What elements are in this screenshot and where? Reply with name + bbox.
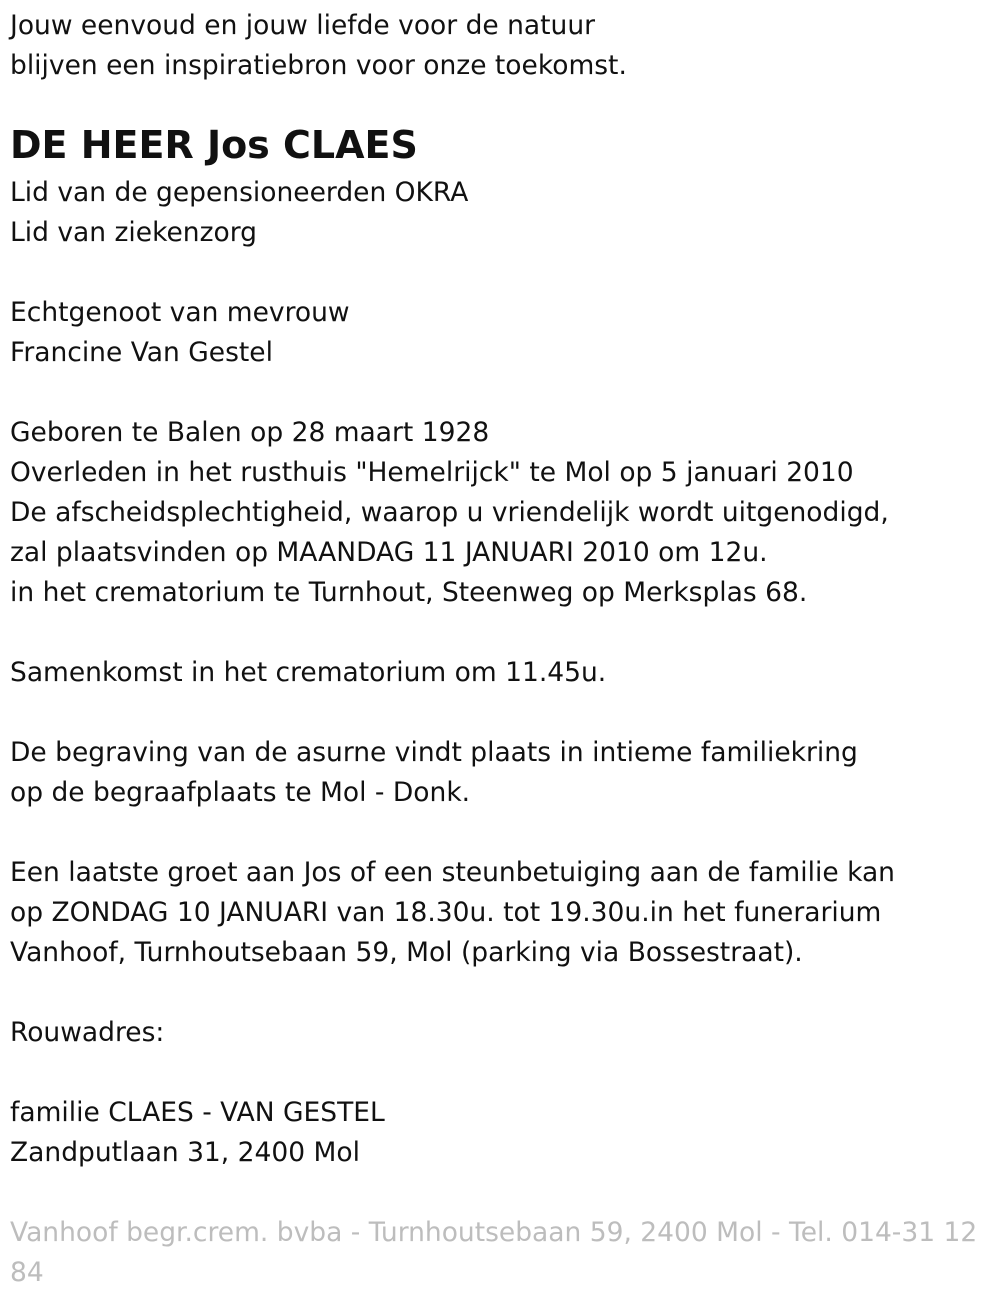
mourning-address xyxy=(10,1093,385,1173)
details-line: Geboren te Balen op 28 maart 1928 xyxy=(10,417,490,448)
burial-line: De begraving van de asurne vindt plaats in intieme familiekring xyxy=(10,737,858,768)
address-line: familie CLAES - VAN GESTEL xyxy=(10,1097,385,1128)
address-label: Rouwadres: xyxy=(10,1017,165,1048)
burial-line: op de begraafplaats te Mol - Donk. xyxy=(10,777,471,808)
membership-line: Lid van de gepensioneerden OKRA xyxy=(10,177,469,208)
address-line: Zandputlaan 31, 2400 Mol xyxy=(10,1137,360,1168)
details-line: in het crematorium te Turnhout, Steenweg op Merksplas 68. xyxy=(10,577,808,608)
membership-line: Lid van ziekenzorg xyxy=(10,217,257,248)
spouse-line: Echtgenoot van mevrouw xyxy=(10,297,350,328)
gathering-line: Samenkomst in het crematorium om 11.45u. xyxy=(10,657,607,688)
details-line: De afscheidsplechtigheid, waarop u vriendelijk wordt uitgenodigd, xyxy=(10,497,889,528)
spouse-line: Francine Van Gestel xyxy=(10,337,273,368)
intro-quote xyxy=(10,6,627,86)
visitation-info xyxy=(10,853,895,973)
funeral-home-footer: Vanhoof begr.crem. bvba - Turnhoutsebaan 59, 2400 Mol - Tel. 014-31 12 84 xyxy=(10,1217,978,1288)
visitation-line: op ZONDAG 10 JANUARI van 18.30u. tot 19.30u.in het funerarium xyxy=(10,897,882,928)
deceased-name: DE HEER Jos CLAES xyxy=(10,123,418,167)
visitation-line: Vanhoof, Turnhoutsebaan 59, Mol (parking via Bossestraat). xyxy=(10,937,803,968)
burial-info xyxy=(10,733,858,813)
ceremony-details xyxy=(10,413,889,613)
intro-line: blijven een inspiratiebron voor onze toekomst. xyxy=(10,50,627,81)
details-line: Overleden in het rusthuis "Hemelrijck" te Mol op 5 januari 2010 xyxy=(10,457,854,488)
intro-line: Jouw eenvoud en jouw liefde voor de natuur xyxy=(10,10,596,41)
gathering-info xyxy=(10,653,606,693)
mourning-address-label xyxy=(10,1013,164,1053)
details-line: zal plaatsvinden op MAANDAG 11 JANUARI 2010 om 12u. xyxy=(10,537,768,568)
memberships xyxy=(10,173,468,253)
visitation-line: Een laatste groet aan Jos of een steunbetuiging aan de familie kan xyxy=(10,857,895,888)
spouse-info xyxy=(10,293,350,373)
